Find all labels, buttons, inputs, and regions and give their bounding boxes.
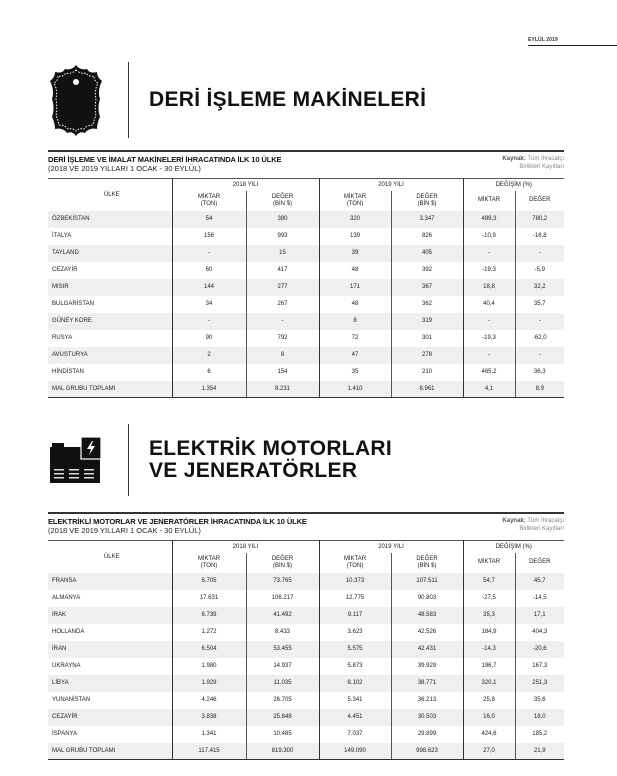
cell-qty-2018: 6.705	[172, 573, 246, 590]
column-header-qty-2019: MİKTAR (TON)	[319, 553, 391, 573]
cell-val-2019: 30.503	[391, 709, 463, 726]
section-header-leather	[48, 62, 426, 138]
cell-qty-2019: 9.117	[319, 607, 391, 624]
cell-val-2018: 26.705	[246, 692, 319, 709]
cell-change-qty: 424,6	[463, 726, 515, 743]
cell-change-qty: 196,7	[463, 658, 515, 675]
cell-country: CEZAYİR	[48, 709, 172, 726]
cell-qty-2019: 7.037	[319, 726, 391, 743]
table-source	[502, 517, 564, 533]
cell-change-qty: -19,3	[463, 330, 515, 347]
cell-change-val: 32,2	[515, 279, 564, 296]
cell-val-2019: 48.583	[391, 607, 463, 624]
table-row	[48, 573, 564, 590]
column-header-change-val: DEĞER	[515, 191, 564, 211]
cell-change-val: 185,2	[515, 726, 564, 743]
page-header-date: EYLÜL 2019	[528, 37, 558, 43]
cell-qty-2018: 1.272	[172, 624, 246, 641]
cell-val-2019: 29.899	[391, 726, 463, 743]
table-row	[48, 726, 564, 743]
leather-hide-icon	[48, 62, 104, 138]
table-leather-machinery	[48, 150, 564, 398]
cell-country: YUNANİSTAN	[48, 692, 172, 709]
column-header-qty-2018: MİKTAR (TON)	[172, 553, 246, 573]
cell-val-2018: 25.848	[246, 709, 319, 726]
table-row	[48, 364, 564, 381]
table-row	[48, 245, 564, 262]
cell-val-2019: 8.961	[391, 381, 463, 398]
cell-val-2019: 210	[391, 364, 463, 381]
cell-val-2018: 15	[246, 245, 319, 262]
source-label: Kaynak:	[502, 156, 526, 162]
cell-qty-2018: 156	[172, 228, 246, 245]
section-title	[149, 438, 392, 482]
cell-val-2018: 8.231	[246, 381, 319, 398]
cell-qty-2019: 171	[319, 279, 391, 296]
cell-qty-2018: 1.341	[172, 726, 246, 743]
cell-qty-2019: 149.090	[319, 743, 391, 760]
cell-change-qty: 4,1	[463, 381, 515, 398]
cell-qty-2019: 48	[319, 262, 391, 279]
cell-val-2019: 38.771	[391, 675, 463, 692]
cell-val-2018: 417	[246, 262, 319, 279]
cell-change-val: -	[515, 313, 564, 330]
column-header-change-qty: MİKTAR	[463, 553, 515, 573]
cell-qty-2018: 17.631	[172, 590, 246, 607]
cell-country: GÜNEY KORE	[48, 313, 172, 330]
table-title: DERİ İŞLEME VE İMALAT MAKİNELERİ İHRACATINDA İLK 10 ÜLKE	[48, 155, 282, 164]
section-title-line-1: ELEKTRİK MOTORLARI	[149, 437, 393, 460]
data-table	[48, 178, 564, 398]
cell-country: MAL GRUBU TOPLAMI	[48, 743, 172, 760]
cell-change-val: 35,6	[515, 692, 564, 709]
cell-qty-2018: -	[172, 313, 246, 330]
table-source	[502, 155, 564, 171]
cell-change-val: 18,0	[515, 709, 564, 726]
cell-country: ALMANYA	[48, 590, 172, 607]
source-text: Tüm İhracatçı	[527, 518, 564, 524]
cell-qty-2019: 8.102	[319, 675, 391, 692]
cell-change-val: 780,2	[515, 211, 564, 228]
cell-qty-2018: 1.980	[172, 658, 246, 675]
table-electric-motors	[48, 512, 564, 760]
cell-change-qty: 25,8	[463, 692, 515, 709]
cell-change-val: 17,1	[515, 607, 564, 624]
cell-qty-2019: 72	[319, 330, 391, 347]
section-title: DERİ İŞLEME MAKİNELERİ	[149, 88, 427, 111]
cell-country: MISIR	[48, 279, 172, 296]
cell-val-2019: 826	[391, 228, 463, 245]
cell-val-2018: 10.485	[246, 726, 319, 743]
cell-change-qty: -27,5	[463, 590, 515, 607]
cell-change-val: 21,9	[515, 743, 564, 760]
cell-qty-2019: 5.575	[319, 641, 391, 658]
table-row	[48, 709, 564, 726]
column-header-val-2019: DEĞER (BİN $)	[391, 553, 463, 573]
cell-val-2019: 301	[391, 330, 463, 347]
cell-val-2019: 90.803	[391, 590, 463, 607]
cell-qty-2019: 320	[319, 211, 391, 228]
cell-qty-2019: 139	[319, 228, 391, 245]
cell-change-val: 404,3	[515, 624, 564, 641]
cell-change-qty: 489,3	[463, 211, 515, 228]
cell-country: FRANSA	[48, 573, 172, 590]
table-row	[48, 607, 564, 624]
cell-change-qty: 40,4	[463, 296, 515, 313]
cell-country: İRAN	[48, 641, 172, 658]
cell-change-qty: 465,2	[463, 364, 515, 381]
cell-qty-2019: 48	[319, 296, 391, 313]
page-header	[528, 36, 617, 46]
cell-qty-2018: 54	[172, 211, 246, 228]
cell-change-qty: -10,9	[463, 228, 515, 245]
cell-val-2018: 14.937	[246, 658, 319, 675]
cell-qty-2018: 117.415	[172, 743, 246, 760]
cell-change-qty: 27,0	[463, 743, 515, 760]
cell-val-2019: 998.623	[391, 743, 463, 760]
table-row	[48, 675, 564, 692]
cell-country: IRAK	[48, 607, 172, 624]
cell-change-val: 167,3	[515, 658, 564, 675]
cell-country: TAYLAND	[48, 245, 172, 262]
group-header-2018: 2018 YILI	[172, 541, 319, 553]
cell-val-2019: 405	[391, 245, 463, 262]
cell-val-2018: 53.455	[246, 641, 319, 658]
cell-change-val: 36,3	[515, 364, 564, 381]
cell-val-2018: 277	[246, 279, 319, 296]
column-header-qty-2018: MİKTAR (TON)	[172, 191, 246, 211]
cell-change-val: 8,9	[515, 381, 564, 398]
source-text: Tüm İhracatçı	[527, 156, 564, 162]
cell-change-qty: 16,0	[463, 709, 515, 726]
cell-qty-2018: 6	[172, 364, 246, 381]
cell-val-2019: 42.431	[391, 641, 463, 658]
generator-icon	[48, 429, 104, 491]
table-row	[48, 692, 564, 709]
cell-qty-2018: 60	[172, 262, 246, 279]
cell-qty-2019: 3.623	[319, 624, 391, 641]
cell-country: CEZAYİR	[48, 262, 172, 279]
cell-change-val: -16,8	[515, 228, 564, 245]
cell-change-val: -20,6	[515, 641, 564, 658]
cell-country: LİBYA	[48, 675, 172, 692]
cell-change-qty: 320,1	[463, 675, 515, 692]
table-total-row	[48, 381, 564, 398]
cell-val-2018: 993	[246, 228, 319, 245]
cell-change-val: -	[515, 347, 564, 364]
cell-val-2019: 3.347	[391, 211, 463, 228]
column-header-val-2018: DEĞER (BİN $)	[246, 191, 319, 211]
data-table	[48, 540, 564, 760]
cell-country: İSPANYA	[48, 726, 172, 743]
cell-val-2018: 380	[246, 211, 319, 228]
cell-change-qty: -14,3	[463, 641, 515, 658]
cell-val-2019: 107.511	[391, 573, 463, 590]
cell-qty-2018: 1.354	[172, 381, 246, 398]
cell-qty-2019: 4.451	[319, 709, 391, 726]
cell-qty-2019: 39	[319, 245, 391, 262]
cell-qty-2018: 4.246	[172, 692, 246, 709]
table-row	[48, 624, 564, 641]
table-row	[48, 658, 564, 675]
table-total-row	[48, 743, 564, 760]
cell-change-val: 251,3	[515, 675, 564, 692]
divider	[128, 62, 129, 138]
cell-qty-2019: 10.373	[319, 573, 391, 590]
cell-val-2018: 792	[246, 330, 319, 347]
cell-val-2018: 41.492	[246, 607, 319, 624]
cell-val-2019: 36.213	[391, 692, 463, 709]
cell-qty-2019: 5.873	[319, 658, 391, 675]
cell-change-val: -14,5	[515, 590, 564, 607]
cell-change-qty: 184,9	[463, 624, 515, 641]
cell-val-2019: 392	[391, 262, 463, 279]
group-header-2019: 2019 YILI	[319, 179, 463, 191]
cell-change-qty: 35,3	[463, 607, 515, 624]
column-header-country: ÜLKE	[103, 191, 120, 198]
cell-country: HOLLANDA	[48, 624, 172, 641]
table-subtitle: (2018 VE 2019 YILLARI 1 OCAK - 30 EYLÜL)	[48, 164, 201, 173]
cell-qty-2018: 6.504	[172, 641, 246, 658]
cell-qty-2019: 12.775	[319, 590, 391, 607]
table-subtitle: (2018 VE 2019 YILLARI 1 OCAK - 30 EYLÜL)	[48, 526, 201, 535]
table-row	[48, 641, 564, 658]
table-body	[48, 573, 564, 760]
cell-change-qty: 54,7	[463, 573, 515, 590]
cell-val-2019: 39.929	[391, 658, 463, 675]
cell-change-val: -62,0	[515, 330, 564, 347]
group-header-change: DEĞİŞİM (%)	[463, 179, 564, 191]
table-row	[48, 590, 564, 607]
cell-country: ÖZBEKİSTAN	[48, 211, 172, 228]
cell-qty-2019: 47	[319, 347, 391, 364]
column-header-val-2018: DEĞER (BİN $)	[246, 553, 319, 573]
cell-change-qty: -	[463, 245, 515, 262]
source-label: Kaynak:	[502, 518, 526, 524]
table-row	[48, 262, 564, 279]
cell-qty-2018: 6.739	[172, 607, 246, 624]
cell-val-2019: 367	[391, 279, 463, 296]
cell-val-2018: 73.765	[246, 573, 319, 590]
cell-val-2019: 319	[391, 313, 463, 330]
cell-qty-2018: 144	[172, 279, 246, 296]
table-row	[48, 279, 564, 296]
cell-country: AVUSTURYA	[48, 347, 172, 364]
table-row	[48, 313, 564, 330]
source-text: Birlikleri Kayıtları	[519, 164, 564, 170]
cell-qty-2019: 1.410	[319, 381, 391, 398]
cell-qty-2018: -	[172, 245, 246, 262]
group-header-2018: 2018 YILI	[172, 179, 319, 191]
cell-country: RUSYA	[48, 330, 172, 347]
table-row	[48, 347, 564, 364]
table-row	[48, 211, 564, 228]
table-row	[48, 296, 564, 313]
column-header-val-2019: DEĞER (BİN $)	[391, 191, 463, 211]
cell-val-2018: 267	[246, 296, 319, 313]
group-header-change: DEĞİŞİM (%)	[463, 541, 564, 553]
cell-change-val: 35,7	[515, 296, 564, 313]
cell-val-2018: 8.433	[246, 624, 319, 641]
column-header-change-qty: MİKTAR	[463, 191, 515, 211]
cell-country: UKRAYNA	[48, 658, 172, 675]
cell-change-qty: -	[463, 347, 515, 364]
cell-country: MAL GRUBU TOPLAMI	[48, 381, 172, 398]
section-header-electric	[48, 424, 392, 496]
table-row	[48, 228, 564, 245]
cell-val-2019: 362	[391, 296, 463, 313]
cell-change-val: -5,9	[515, 262, 564, 279]
cell-change-qty: -19,3	[463, 262, 515, 279]
cell-change-val: -	[515, 245, 564, 262]
cell-val-2018: 819.300	[246, 743, 319, 760]
table-body	[48, 211, 564, 398]
table-title: ELEKTRİKLİ MOTORLAR VE JENERATÖRLER İHRACATINDA İLK 10 ÜLKE	[48, 517, 307, 526]
cell-change-qty: 18,8	[463, 279, 515, 296]
table-row	[48, 330, 564, 347]
column-header-qty-2019: MİKTAR (TON)	[319, 191, 391, 211]
column-header-country: ÜLKE	[103, 553, 120, 560]
cell-qty-2018: 2	[172, 347, 246, 364]
cell-qty-2019: 35	[319, 364, 391, 381]
cell-change-val: 45,7	[515, 573, 564, 590]
section-title-line-2: VE JENERATÖRLER	[149, 459, 358, 482]
source-text: Birlikleri Kayıtları	[519, 526, 564, 532]
cell-qty-2019: 8	[319, 313, 391, 330]
cell-val-2018: 154	[246, 364, 319, 381]
column-header-change-val: DEĞER	[515, 553, 564, 573]
cell-country: BULGARİSTAN	[48, 296, 172, 313]
cell-val-2019: 42.526	[391, 624, 463, 641]
divider	[128, 424, 129, 496]
cell-qty-2018: 90	[172, 330, 246, 347]
cell-val-2018: 106.217	[246, 590, 319, 607]
cell-val-2018: 11.035	[246, 675, 319, 692]
cell-val-2019: 278	[391, 347, 463, 364]
cell-qty-2018: 34	[172, 296, 246, 313]
cell-country: İTALYA	[48, 228, 172, 245]
cell-change-qty: -	[463, 313, 515, 330]
cell-qty-2019: 5.341	[319, 692, 391, 709]
group-header-2019: 2019 YILI	[319, 541, 463, 553]
cell-val-2018: 8	[246, 347, 319, 364]
cell-qty-2018: 1.929	[172, 675, 246, 692]
cell-country: HİNDİSTAN	[48, 364, 172, 381]
cell-val-2018: -	[246, 313, 319, 330]
cell-qty-2018: 3.838	[172, 709, 246, 726]
